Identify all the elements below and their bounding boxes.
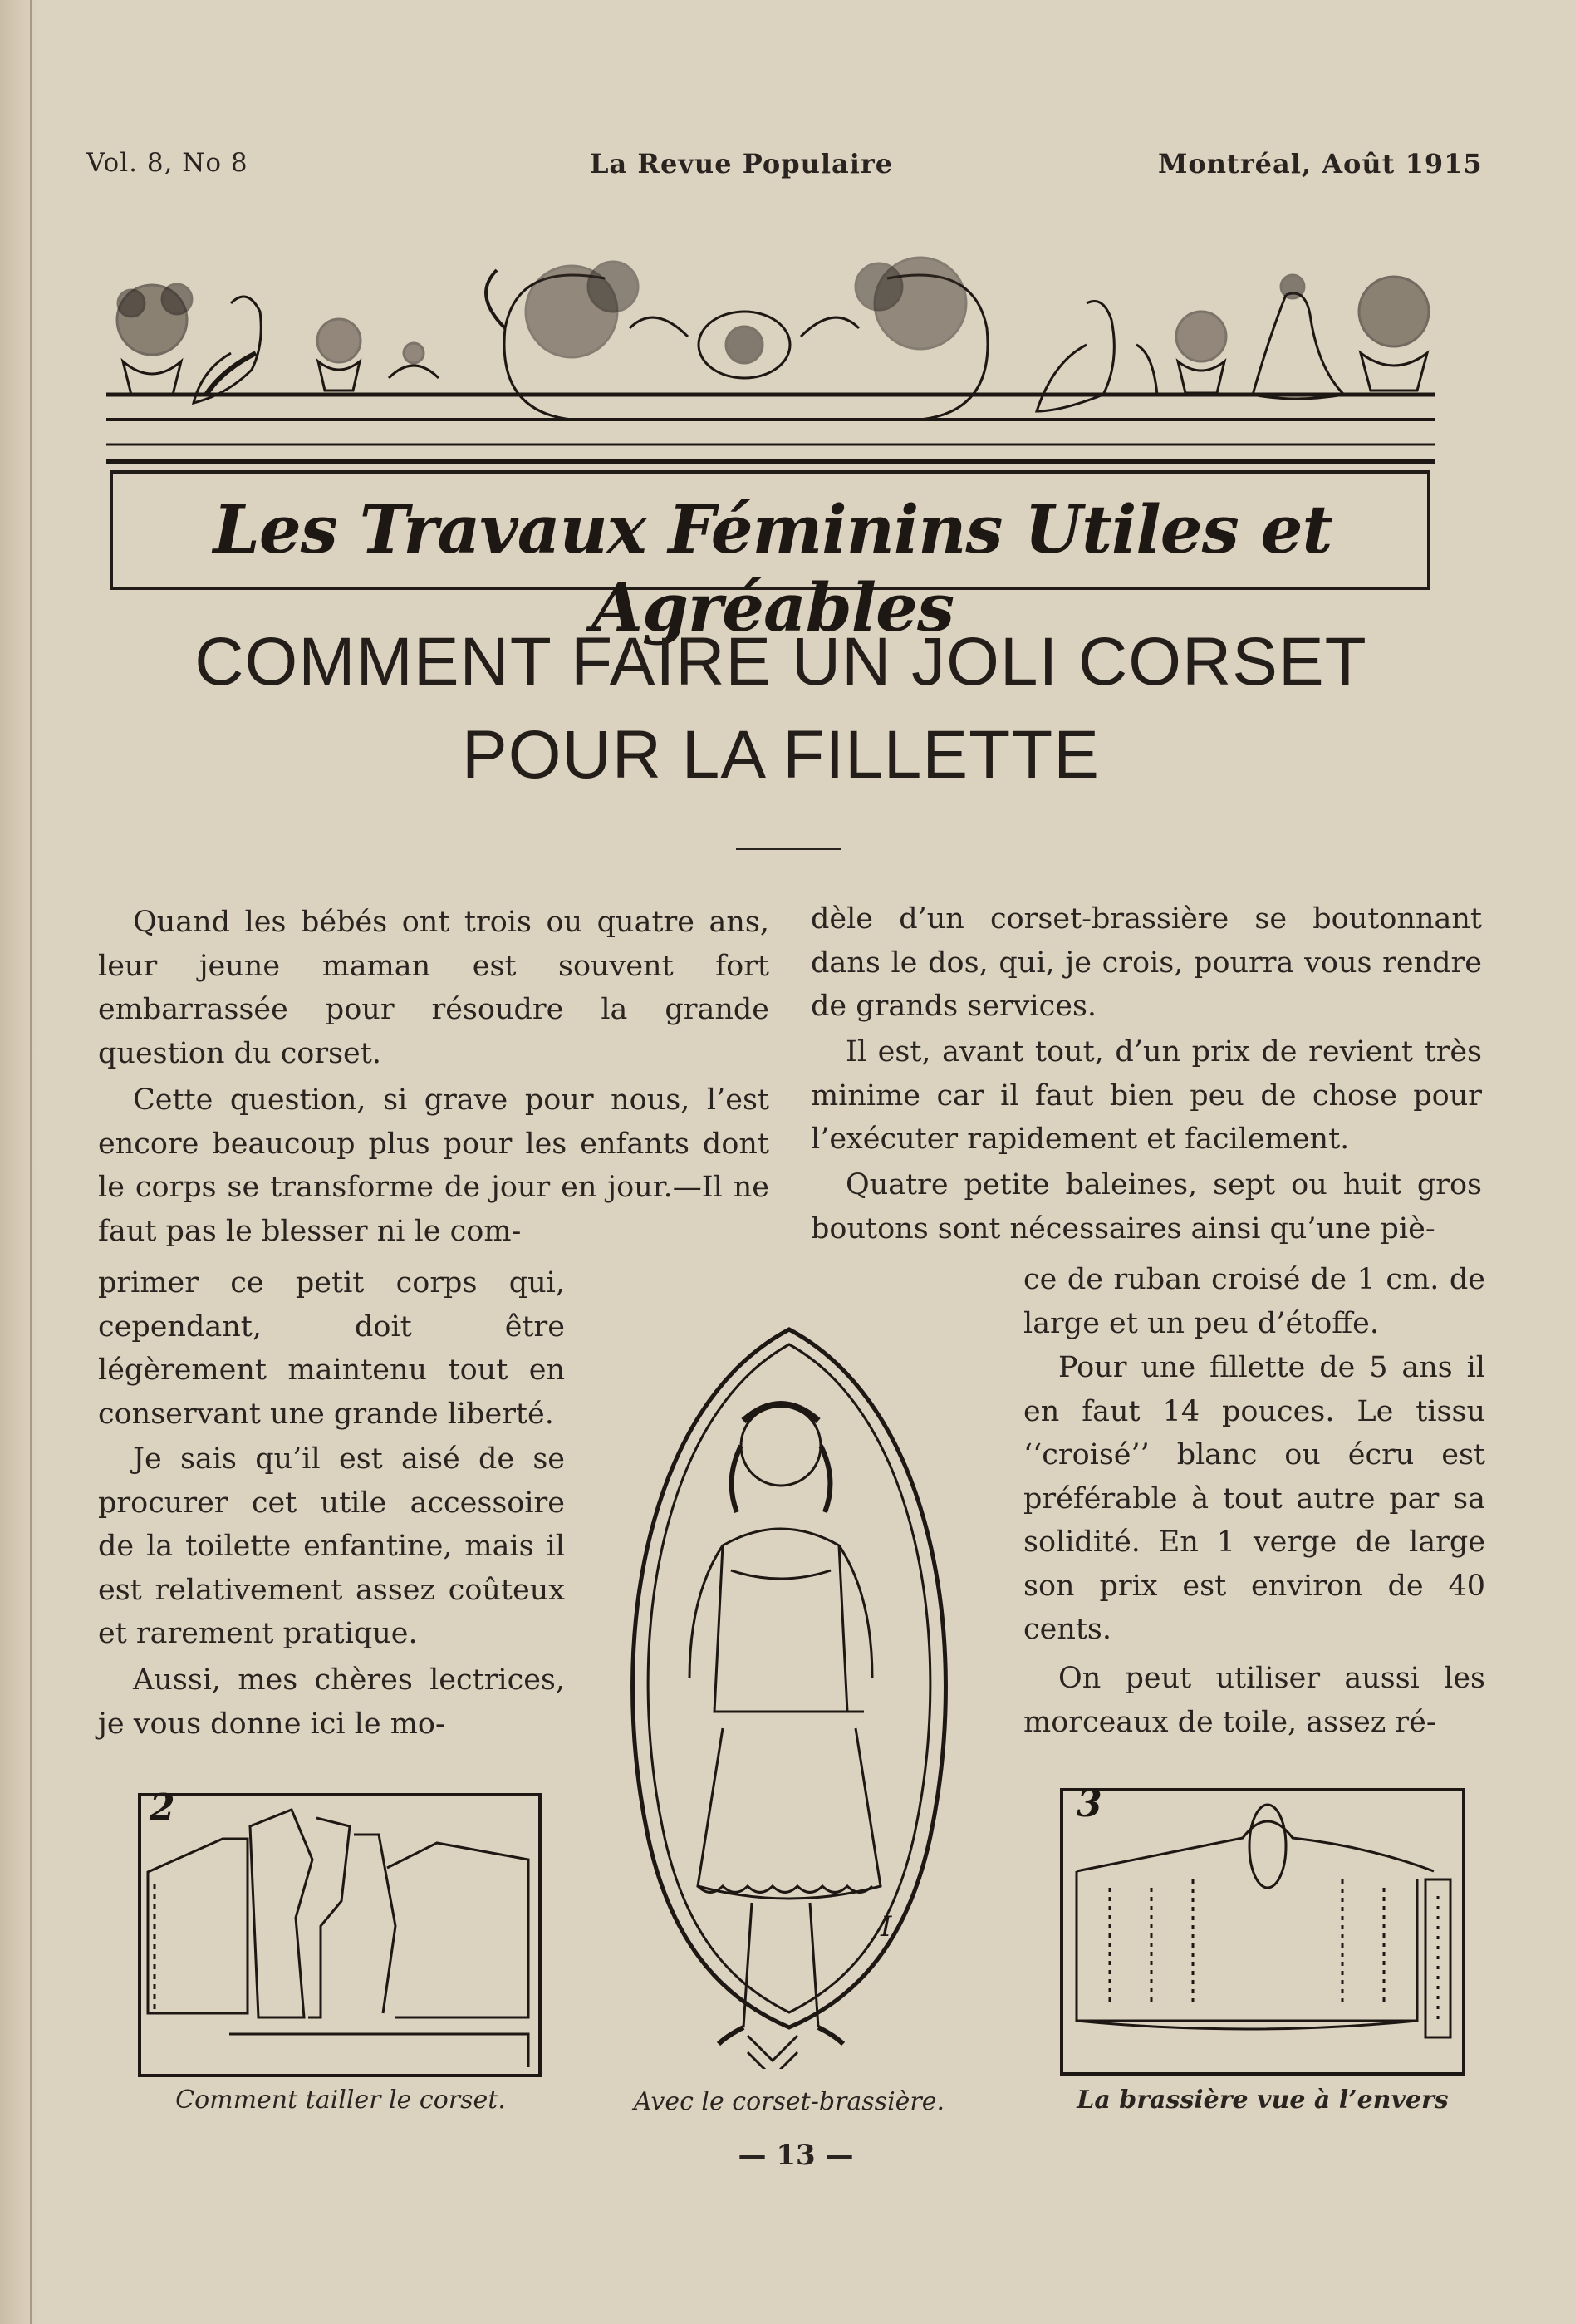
article-paragraph: On peut utiliser aussi les morceaux de toile, assez ré- bbox=[1023, 1662, 1485, 1739]
volume-number: Vol. 8, No 8 bbox=[86, 148, 248, 178]
article-paragraph: Pour une fillette de 5 ans il en faut 14 pouces. Le tissu ‘‘croisé’’ blanc ou écru est préférable à tout autre par sa solidité. En 1 verge de large son prix est environ de 40 cents. bbox=[1023, 1351, 1485, 1646]
article-paragraph: Quand les bébés ont trois ou quatre ans, leur jeune maman est souvent fort embarrassée pour résoudre la grande question du corset. bbox=[98, 906, 769, 1070]
figure-1-girl-illustration bbox=[598, 1321, 980, 2069]
headline-divider bbox=[736, 848, 841, 850]
article-paragraph: Cette question, si grave pour nous, l’est encore beaucoup plus pour les enfants dont le corps se transforme de jour en jour.—Il ne faut pas le blesser ni le com- bbox=[98, 1083, 769, 1248]
article-paragraph: Aussi, mes chères lectrices, je vous donne ici le mo- bbox=[98, 1663, 565, 1741]
ornamental-garden-banner bbox=[106, 253, 1435, 476]
article-paragraph: Je sais qu’il est aisé de se procurer cet utile accessoire de la toilette enfantine, mais il est relativement assez coûteux et rarement pratique. bbox=[98, 1442, 565, 1650]
figure-3-number: 3 bbox=[1077, 1783, 1102, 1825]
publication-name: La Revue Populaire bbox=[590, 148, 894, 179]
page-spine bbox=[0, 0, 38, 2324]
headline-line-1: COMMENT FAIRE UN JOLI CORSET bbox=[194, 624, 1367, 700]
figure-3-brassiere-drawing bbox=[1060, 1788, 1465, 2076]
figure-3-caption: La brassière vue à l’envers bbox=[1077, 2086, 1449, 2115]
spine-edge bbox=[30, 0, 32, 2324]
article-paragraph: Il est, avant tout, d’un prix de revient très minime car il faut bien peu de chose pour l’exécuter rapidement et facilement. bbox=[811, 1035, 1482, 1156]
article-paragraph: ce de ruban croisé de 1 cm. de large et un peu d’étoffe. bbox=[1023, 1263, 1485, 1340]
article-paragraph: Quatre petite baleines, sept ou huit gros boutons sont nécessaires ainsi qu’une piè- bbox=[811, 1168, 1482, 1246]
place-date: Montréal, Août 1915 bbox=[1158, 148, 1483, 179]
figure-2-caption: Comment tailler le corset. bbox=[175, 2086, 506, 2115]
figure-1-number: I bbox=[881, 1910, 892, 1943]
headline-line-2: POUR LA FILLETTE bbox=[462, 717, 1100, 793]
section-title: Les Travaux Féminins Utiles et Agréables bbox=[213, 490, 1332, 646]
figure-2-pattern-drawing bbox=[138, 1793, 542, 2077]
page-number: — 13 — bbox=[738, 2139, 854, 2172]
figure-2-number: 2 bbox=[150, 1786, 175, 1829]
article-paragraph: dèle d’un corset-brassière se boutonnant dans le dos, qui, je crois, pourra vous rendre de grands services. bbox=[811, 902, 1482, 1023]
article-paragraph: primer ce petit corps qui, cependant, doit être légèrement maintenu tout en conservant une grande liberté. bbox=[98, 1266, 565, 1431]
figure-1-caption: Avec le corset-brassière. bbox=[633, 2087, 945, 2116]
